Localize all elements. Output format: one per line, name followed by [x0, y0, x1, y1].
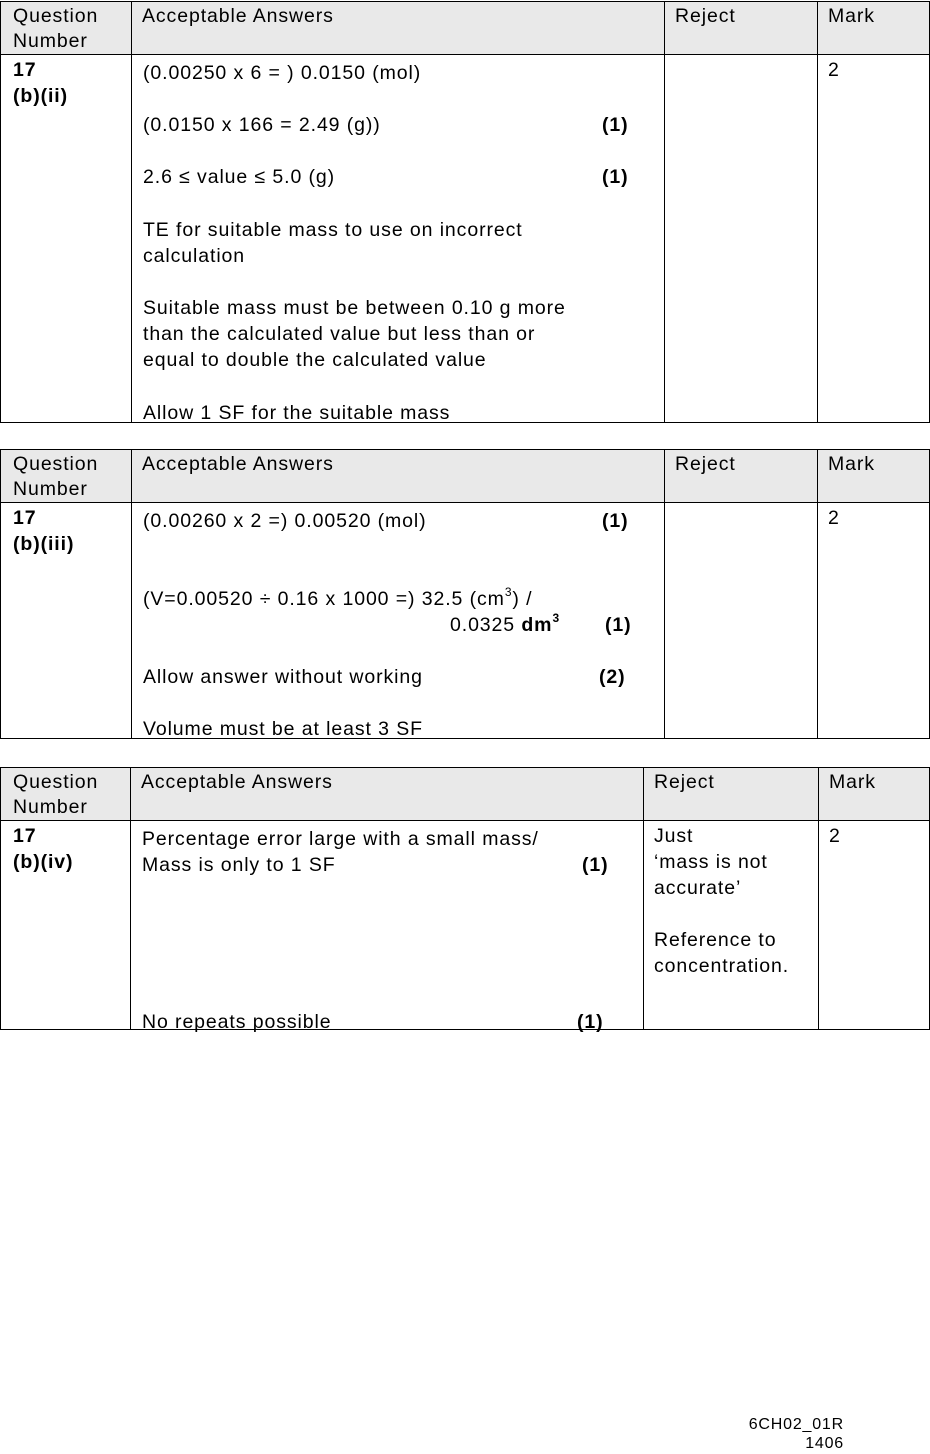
answer-line: equal to double the calculated value — [143, 349, 487, 371]
answer-row — [1, 503, 930, 739]
answer-line: Allow answer without working — [143, 666, 423, 688]
question-number: 17 — [13, 59, 37, 81]
mark-scheme-table-17-b-ii — [0, 1, 930, 423]
mark-cell — [818, 503, 930, 739]
answer-line: (V=0.00520 ÷ 0.16 x 1000 =) 32.5 $(cm^3)$ / — [143, 585, 533, 610]
total-mark: 2 — [828, 507, 840, 529]
paper-code: 6CH02_01R — [748, 1416, 844, 1433]
header-acceptable-answers: Acceptable Answers — [132, 450, 665, 503]
header-row — [1, 2, 930, 55]
question-number-cell — [1, 821, 131, 1030]
total-mark: 2 — [829, 825, 841, 847]
header-reject: Reject — [665, 450, 818, 503]
answer-line: (0.0150 x 166 = 2.49 (g)) — [143, 114, 381, 136]
answer-line: than the calculated value but less than or — [143, 323, 536, 345]
page-footer — [749, 1415, 844, 1453]
reject-cell — [644, 821, 819, 1030]
reject-cell — [665, 55, 818, 423]
acceptable-answers-cell — [132, 503, 665, 739]
mark-allocation: (2) — [599, 666, 626, 688]
question-number: 17 — [13, 825, 37, 847]
reject-line: Just — [654, 825, 694, 847]
mark-cell — [818, 55, 930, 423]
mark-allocation: (1) — [602, 166, 629, 188]
header-mark: Mark — [818, 450, 930, 503]
answer-line: (0.00260 x 2 =) 0.00520 (mol) — [143, 510, 427, 532]
page-number: 1406 — [805, 1435, 844, 1452]
mark-allocation: (1) — [577, 1011, 604, 1033]
answer-line: Allow 1 SF for the suitable mass — [143, 402, 451, 424]
answer-line: (0.00250 x 6 = ) 0.0150 (mol) — [143, 62, 422, 84]
reject-line: ‘mass is not — [654, 851, 768, 873]
acceptable-answers-cell — [131, 821, 644, 1033]
answer-line: 2.6 ≤ value ≤ 5.0 (g) — [143, 166, 336, 188]
header-mark: Mark — [818, 2, 930, 55]
reject-line: concentration. — [654, 955, 790, 977]
reject-cell — [665, 503, 818, 739]
mark-scheme-table-17-b-iv — [0, 767, 930, 1033]
mark-scheme-table-17-b-iii — [0, 449, 930, 739]
header-reject: Reject — [644, 768, 819, 821]
answer-line: No repeats possible — [142, 1011, 332, 1033]
question-part: (b)(ii) — [13, 85, 69, 107]
answer-row — [1, 821, 930, 1030]
answer-line: Volume must be at least 3 SF — [143, 718, 423, 740]
header-reject: Reject — [665, 2, 818, 55]
mark-allocation: (1) — [602, 510, 629, 532]
answer-line: Mass is only to 1 SF — [142, 854, 336, 876]
mark-allocation: (1) — [582, 854, 609, 876]
header-question-number: Question Number — [1, 450, 132, 503]
answer-line: TE for suitable mass to use on incorrect — [143, 219, 523, 241]
answer-line: calculation — [143, 245, 246, 267]
question-number-cell — [1, 503, 132, 739]
header-question-number: Question Number — [1, 2, 132, 55]
header-row — [1, 768, 930, 821]
reject-line: accurate’ — [654, 877, 742, 899]
header-row — [1, 450, 930, 503]
header-acceptable-answers: Acceptable Answers — [132, 2, 665, 55]
question-part: (b)(iii) — [13, 533, 75, 555]
question-number: 17 — [13, 507, 37, 529]
question-number-cell — [1, 55, 132, 423]
header-question-number: Question Number — [1, 768, 131, 821]
answer-line: Suitable mass must be between 0.10 g more — [143, 297, 566, 319]
acceptable-answers-cell — [132, 55, 665, 423]
answer-line: Percentage error large with a small mass/ — [142, 828, 539, 850]
mark-cell — [819, 821, 930, 1030]
answer-row — [1, 55, 930, 423]
mark-allocation: (1) — [602, 114, 629, 136]
total-mark: 2 — [828, 59, 840, 81]
reject-line: Reference to — [654, 929, 777, 951]
question-part: (b)(iv) — [13, 851, 74, 873]
answer-line: 0.0325 $dm^3$ — [450, 611, 561, 636]
header-acceptable-answers: Acceptable Answers — [131, 768, 644, 821]
header-mark: Mark — [819, 768, 930, 821]
mark-allocation: (1) — [605, 614, 632, 636]
